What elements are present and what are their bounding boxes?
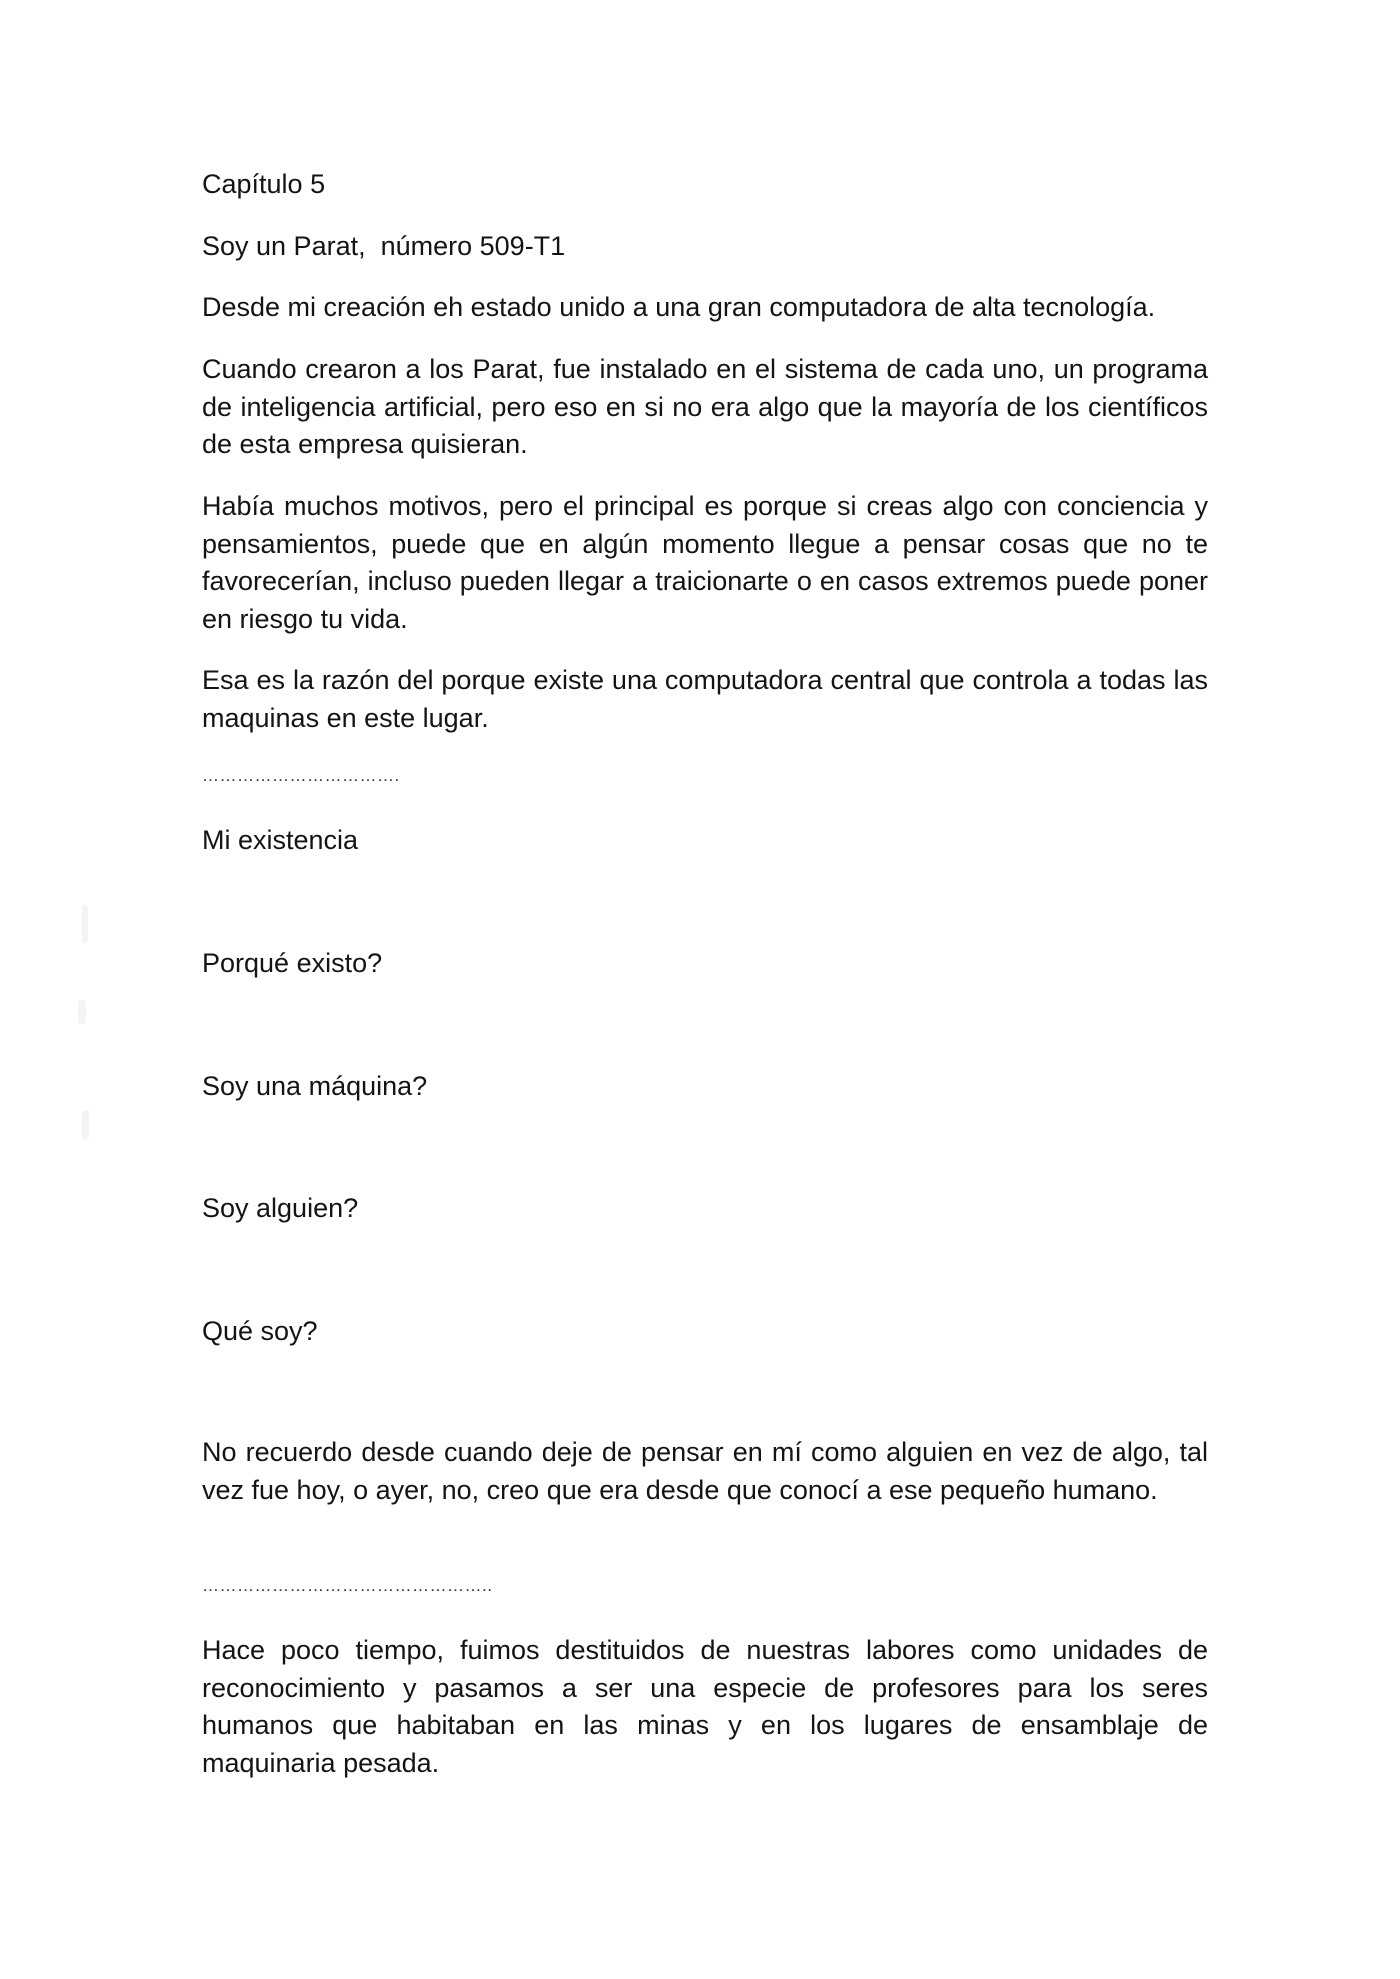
question: Soy alguien? xyxy=(202,1193,359,1223)
separator: ……………………………. xyxy=(202,766,400,785)
section-title: Mi existencia xyxy=(202,825,359,855)
closing-paragraph: Hace poco tiempo, fuimos destituidos de nuestras labores como unidades de reconocimiento y pasamos a ser una especie de profesores para los seres humanos que habitaban en las minas y en los lugares de ensamblaje de maquinaria pesada. xyxy=(202,1635,1208,1778)
chapter-heading: Capítulo 5 xyxy=(202,169,326,199)
paragraph: Cuando crearon a los Parat, fue instalado en el sistema de cada uno, un programa de inteligencia artificial, pero eso en si no era algo que la mayoría de los científicos de esta empresa quisieran. xyxy=(202,354,1208,459)
scan-artifact xyxy=(82,905,88,943)
paragraph: Había muchos motivos, pero el principal es porque si creas algo con conciencia y pensamientos, puede que en algún momento llegue a pensar cosas que no te favorecerían, incluso pueden llegar a traicionarte o en casos extremos puede poner en riesgo tu vida. xyxy=(202,491,1208,634)
scan-artifact xyxy=(78,1000,86,1024)
reflection-paragraph: No recuerdo desde cuando deje de pensar en mí como alguien en vez de algo, tal vez fue hoy, o ayer, no, creo que era desde que conocí a ese pequeño humano. xyxy=(202,1437,1208,1505)
question: Soy una máquina? xyxy=(202,1071,428,1101)
scan-artifact xyxy=(82,1110,89,1140)
question: Porqué existo? xyxy=(202,948,383,978)
separator: ………………………………………….. xyxy=(202,1576,493,1595)
paragraph: Desde mi creación eh estado unido a una gran computadora de alta tecnología. xyxy=(202,292,1156,322)
paragraph: Esa es la razón del porque existe una computadora central que controla a todas las maquinas en este lugar. xyxy=(202,665,1208,733)
question: Qué soy? xyxy=(202,1316,318,1346)
intro-line: Soy un Parat, número 509-T1 xyxy=(202,231,566,261)
